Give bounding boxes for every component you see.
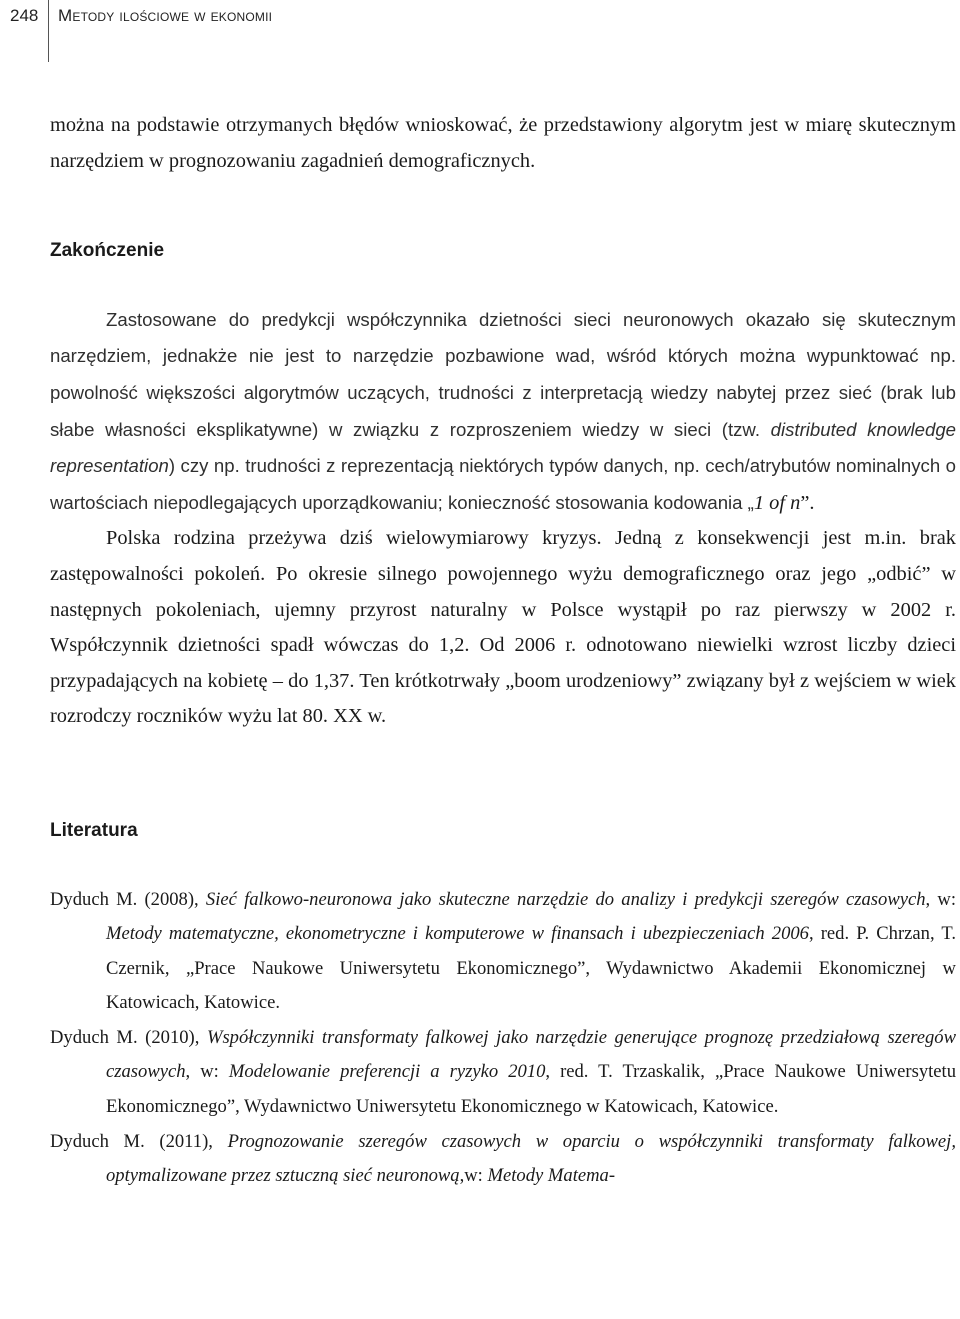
reference-item: Dyduch M. (2010), Współczynniki transformaty falkowej jako narzędzie generujące prognozę przedziałową szeregów czasowych, w: Modelowanie preferencji a ryzyko 2010, red. T. Trzaskalik, „Prace Naukowe Uniwersytetu Ekonomicznego”, Wydawnictwo Uniwersytetu Ekonomicznego w Katowicach, Katowice.: [50, 1026, 957, 1118]
page-header: [0, 0, 960, 40]
conclusion-paragraph-1: Zastosowane do predykcji współczynnika dzietności sieci neuronowych okazało się skutecznym narzędziem, jednakże nie jest to narzędzie pozbawione wad, wśród których można wypunktować np. powolność większości algorytmów uczących, trudności z interpretacją wiedzy nabytej przez sieć (brak lub słabe własności eksplikatywne) w związku z rozproszeniem wiedzy w sieci (tzw. distributed knowledge representation) czy np. trudności z reprezentacją niektórych typów danych, np. cech/atrybutów nominalnych o wartościach niepodlegających uporządkowaniu; konieczność stosowania kodowania „1 of n”.: [50, 308, 956, 514]
literature-heading: Literatura: [50, 819, 138, 841]
conclusion-heading: Zakończenie: [50, 240, 165, 262]
page-number: 248: [10, 6, 39, 25]
conclusion-paragraph-2: Polska rodzina przeżywa dziś wielowymiarowy kryzys. Jedną z konsekwencji jest m.in. brak zastępowalności pokoleń. Po okresie silnego powojennego wyżu demograficznego oraz jego „odbić” w następnych pokoleniach, ujemny przyrost naturalny w Polsce wystąpił po raz pierwszy w 2002 r. Współczynnik dzietności spadł wówczas do 1,2. Od 2006 r. odnotowano niewielki wzrost liczby dzieci przypadających na kobietę – do 1,37. Ten krótkotrwały „boom urodzeniowy” związany był z wejściem w wiek rozrodczy roczników wyżu lat 80. XX w.: [50, 527, 956, 728]
page-content: [50, 108, 956, 1194]
reference-item: Dyduch M. (2011), Prognozowanie szeregów czasowych w oparciu o współczynniki transformaty falkowej, optymalizowane przez sztuczną sieć neuronową,w: Metody Matema-: [50, 1130, 956, 1187]
intro-paragraph: można na podstawie otrzymanych błędów wnioskować, że przedstawiony algorytm jest w miarę skutecznym narzędziem w prognozowaniu zagadnień demograficznych.: [50, 114, 956, 172]
header-divider: [48, 0, 49, 62]
running-title: Metody ilościowe w ekonomii: [58, 6, 273, 25]
reference-list: [50, 883, 956, 1194]
reference-item: Dyduch M. (2008), Sieć falkowo-neuronowa jako skuteczne narzędzie do analizy i predykcji szeregów czasowych, w: Metody matematyczne, ekonometryczne i komputerowe w finansach i ubezpieczeniach 2006, red. P. Chrzan, T. Czernik, „Prace Naukowe Uniwersytetu Ekonomicznego”, Wydawnictwo Akademii Ekonomicznej w Katowicach, Katowice.: [50, 888, 956, 1014]
